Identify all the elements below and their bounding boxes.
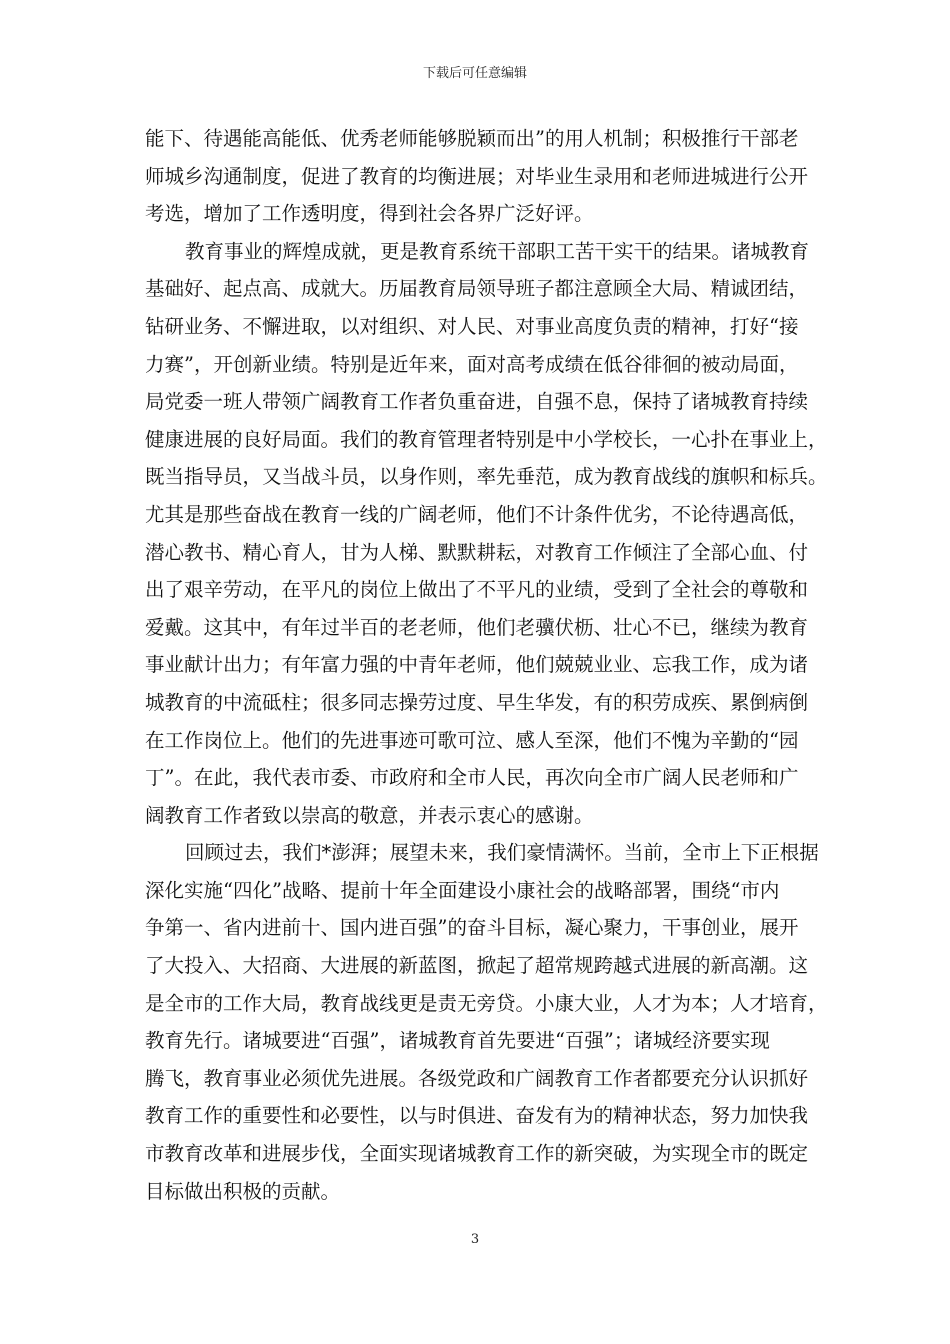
- text-line: 能下、待遇能高能低、优秀老师能够脱颖而出”的用人机制；积极推行干部老: [145, 127, 799, 150]
- page-number: 3: [470, 1232, 480, 1247]
- text-line: 既当指导员，又当战斗员，以身作则，率先垂范，成为教育战线的旗帜和标兵。: [145, 465, 828, 489]
- text-line: 潜心教书、精心育人，甘为人梯、默默耕耘，对教育工作倾注了全部心血、付: [145, 540, 809, 564]
- text-line: 在工作岗位上。他们的先进事迹可歌可泣、感人至深，他们不愧为辛勤的“园: [145, 728, 799, 752]
- text-line: 考选，增加了工作透明度，得到社会各界广泛好评。: [145, 202, 594, 226]
- text-line: 钻研业务、不懈进取，以对组织、对人民、对事业高度负责的精神，打好“接: [145, 314, 799, 338]
- text-line: 师城乡沟通制度，促进了教育的均衡进展；对毕业生录用和老师进城进行公开: [145, 164, 809, 188]
- text-line: 教育事业的辉煌成就，更是教育系统干部职工苦干实干的结果。诸城教育: [185, 239, 810, 263]
- text-line: 回顾过去，我们*澎湃；展望未来，我们豪情满怀。当前，全市上下正根据: [185, 841, 819, 865]
- document-body: [145, 120, 828, 1210]
- text-line: 教育先行。诸城要进“百强”，诸城教育首先要进“百强”；诸城经济要实现: [145, 1029, 770, 1053]
- paragraph: [145, 120, 825, 233]
- text-line: 健康进展的良好局面。我们的教育管理者特别是中小学校长，一心扑在事业上，: [145, 427, 828, 451]
- text-line: 阔教育工作者致以崇高的敬意，并表示衷心的感谢。: [145, 803, 594, 827]
- paragraph: [145, 233, 828, 835]
- text-line: 丁”。在此，我代表市委、市政府和全市人民，再次向全市广阔人民老师和广: [145, 766, 799, 790]
- text-line: 市教育改革和进展步伐，全面实现诸城教育工作的新突破，为实现全市的既定: [145, 1142, 809, 1166]
- text-line: 局党委一班人带领广阔教育工作者负重奋进，自强不息，保持了诸城教育持续: [145, 390, 809, 414]
- text-line: 基础好、起点高、成就大。历届教育局领导班子都注意顾全大局、精诚团结，: [145, 277, 809, 301]
- text-line: 爱戴。这其中，有年过半百的老老师，他们老骥伏枥、壮心不已，继续为教育: [145, 615, 809, 639]
- text-line: 尤其是那些奋战在教育一线的广阔老师，他们不计条件优劣，不论待遇高低，: [145, 502, 809, 526]
- paragraph: [145, 834, 828, 1210]
- text-line: 目标做出积极的贡献。: [145, 1179, 341, 1203]
- page-header: 下载后可任意编辑: [422, 66, 527, 81]
- text-line: 了大投入、大招商、大进展的新蓝图，掀起了超常规跨越式进展的新高潮。这: [145, 954, 809, 978]
- text-line: 事业献计出力；有年富力强的中青年老师，他们兢兢业业、忘我工作，成为诸: [145, 653, 809, 677]
- text-line: 力赛”，开创新业绩。特别是近年来，面对高考成绩在低谷徘徊的被动局面，: [145, 352, 799, 376]
- text-line: 城教育的中流砥柱；很多同志操劳过度、早生华发，有的积劳成疾、累倒病倒: [145, 690, 809, 714]
- text-line: 是全市的工作大局，教育战线更是责无旁贷。小康大业，人才为本；人才培育，: [145, 991, 828, 1015]
- text-line: 深化实施“四化”战略、提前十年全面建设小康社会的战略部署，围绕“市内: [145, 878, 780, 902]
- text-line: 腾飞，教育事业必须优先进展。各级党政和广阔教育工作者都要充分认识抓好: [145, 1066, 809, 1090]
- text-line: 出了艰辛劳动，在平凡的岗位上做出了不平凡的业绩，受到了全社会的尊敬和: [145, 578, 809, 602]
- text-line: 教育工作的重要性和必要性，以与时俱进、奋发有为的精神状态，努力加快我: [145, 1104, 809, 1128]
- text-line: 争第一、省内进前十、国内进百强”的奋斗目标，凝心聚力，干事创业，展开: [145, 916, 799, 940]
